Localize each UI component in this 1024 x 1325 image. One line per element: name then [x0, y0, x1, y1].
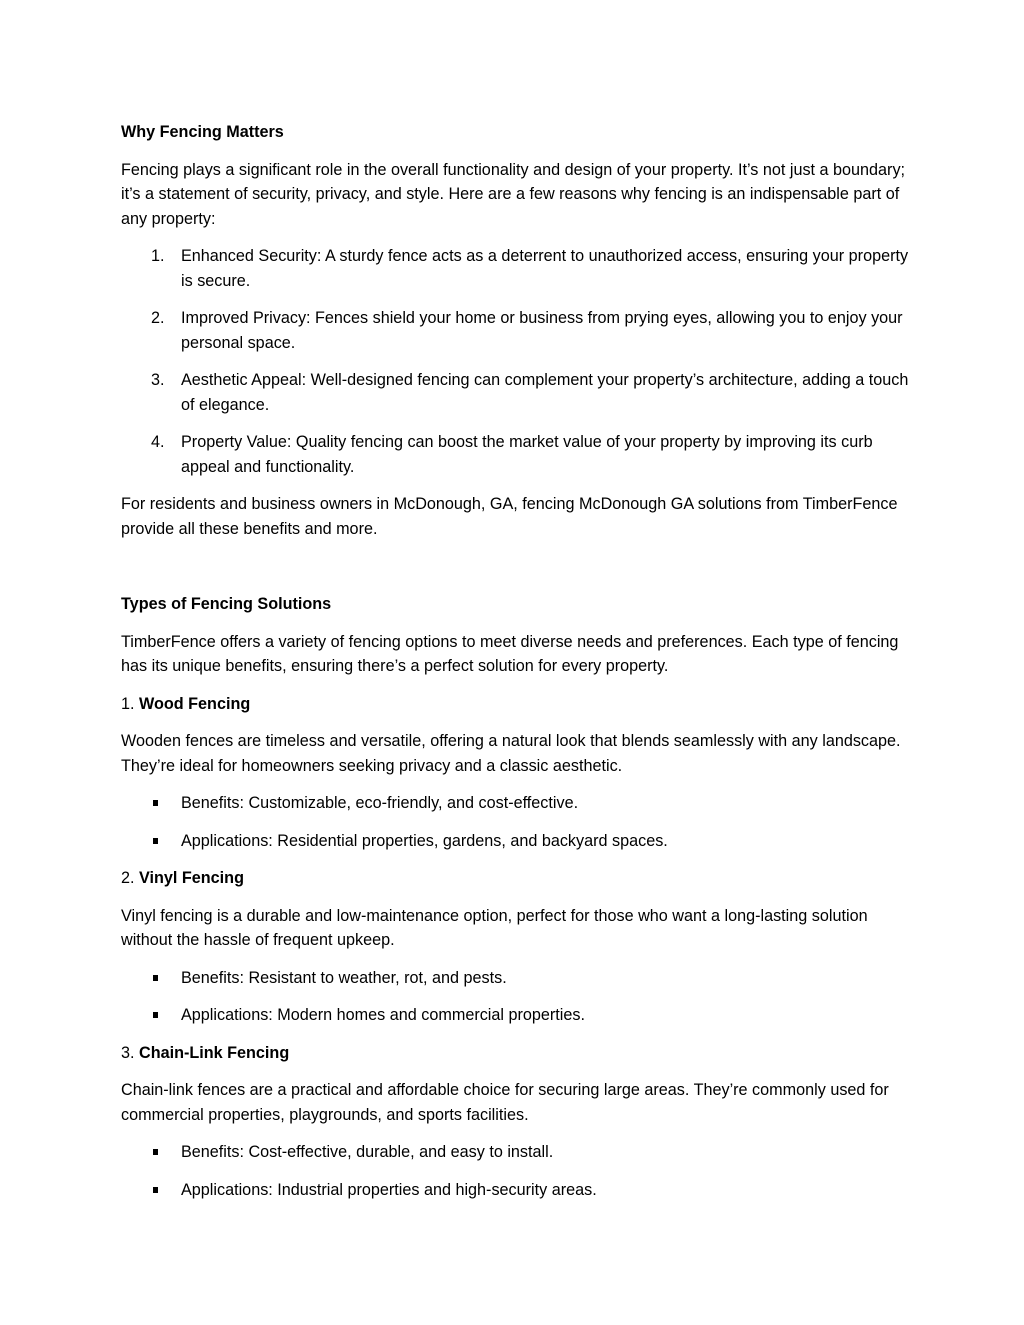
fence-type-description: Wooden fences are timeless and versatile, offering a natural look that blends seamlessly with any landscape. They’re ideal for homeowners seeking privacy and a classic aesthetic. — [121, 732, 901, 775]
document-body — [121, 120, 911, 1215]
type-number: 2. — [121, 869, 135, 887]
fence-type-bullets — [121, 791, 911, 853]
square-bullet-icon — [153, 800, 158, 806]
square-bullet-icon — [153, 1187, 158, 1193]
bullet-item — [121, 966, 911, 991]
bullet-item — [121, 829, 911, 854]
reason-item — [121, 430, 911, 479]
fence-type-description: Vinyl fencing is a durable and low-maintenance option, perfect for those who want a long-lasting solution without the hassle of frequent upkeep. — [121, 906, 868, 949]
fence-type-heading-chain-link — [121, 1041, 911, 1066]
section-closing-paragraph: For residents and business owners in McDonough, GA, fencing McDonough GA solutions from TimberFence provide all these benefits and more. — [121, 495, 898, 538]
section-spacer — [121, 554, 911, 592]
list-number: 1. — [151, 247, 165, 265]
bullet-item — [121, 791, 911, 816]
reason-item — [121, 244, 911, 293]
section-intro-paragraph: Fencing plays a significant role in the overall functionality and design of your property. It’s not just a boundary; it’s a statement of security, privacy, and style. Here are a few reasons why fencing is an indispensable part of any property: — [121, 160, 906, 228]
reason-item — [121, 368, 911, 417]
type-title: Wood Fencing — [139, 694, 251, 713]
square-bullet-icon — [153, 838, 158, 844]
bullet-text: Benefits: Cost-effective, durable, and easy to install. — [181, 1143, 554, 1161]
bullet-text: Benefits: Customizable, eco-friendly, and cost-effective. — [181, 794, 579, 812]
square-bullet-icon — [153, 1149, 158, 1155]
bullet-text: Applications: Industrial properties and high-security areas. — [181, 1180, 597, 1199]
fence-type-bullets — [121, 966, 911, 1028]
bullet-text: Applications: Residential properties, gardens, and backyard spaces. — [181, 831, 668, 850]
list-number: 2. — [151, 309, 165, 327]
type-number: 3. — [121, 1043, 135, 1062]
bullet-item — [121, 1178, 911, 1203]
section-heading-types: Types of Fencing Solutions — [121, 595, 332, 613]
fence-type-bullets — [121, 1140, 911, 1202]
type-title: Chain-Link Fencing — [139, 1043, 290, 1062]
fence-type-description: Chain-link fences are a practical and affordable choice for securing large areas. They’re commonly used for commercial properties, playgrounds, and sports facilities. — [121, 1081, 889, 1124]
list-number: 4. — [151, 433, 165, 451]
bullet-text: Benefits: Resistant to weather, rot, and pests. — [181, 968, 507, 987]
reason-text: Property Value: Quality fencing can boost the market value of your property by improving its curb appeal and functionality. — [181, 433, 873, 476]
bullet-text: Applications: Modern homes and commercial properties. — [181, 1006, 585, 1024]
reason-text: Aesthetic Appeal: Well-designed fencing can complement your property’s architecture, adding a touch of elegance. — [181, 371, 909, 414]
type-number: 1. — [121, 694, 135, 713]
fence-type-heading-wood — [121, 692, 911, 717]
square-bullet-icon — [153, 1012, 158, 1018]
section-heading-why-fencing: Why Fencing Matters — [121, 123, 284, 141]
square-bullet-icon — [153, 975, 158, 981]
list-number: 3. — [151, 371, 165, 389]
types-intro-paragraph: TimberFence offers a variety of fencing options to meet diverse needs and preferences. Each type of fencing has its unique benefits, ensuring there’s a perfect solution for every property. — [121, 632, 899, 675]
type-title: Vinyl Fencing — [139, 869, 244, 887]
bullet-item — [121, 1140, 911, 1165]
reasons-list — [121, 244, 911, 479]
fence-type-heading-vinyl — [121, 866, 911, 891]
reason-item — [121, 306, 911, 355]
reason-text: Improved Privacy: Fences shield your home or business from prying eyes, allowing you to enjoy your personal space. — [181, 309, 903, 352]
reason-text: Enhanced Security: A sturdy fence acts as a deterrent to unauthorized access, ensuring your property is secure. — [181, 247, 909, 290]
bullet-item — [121, 1003, 911, 1028]
